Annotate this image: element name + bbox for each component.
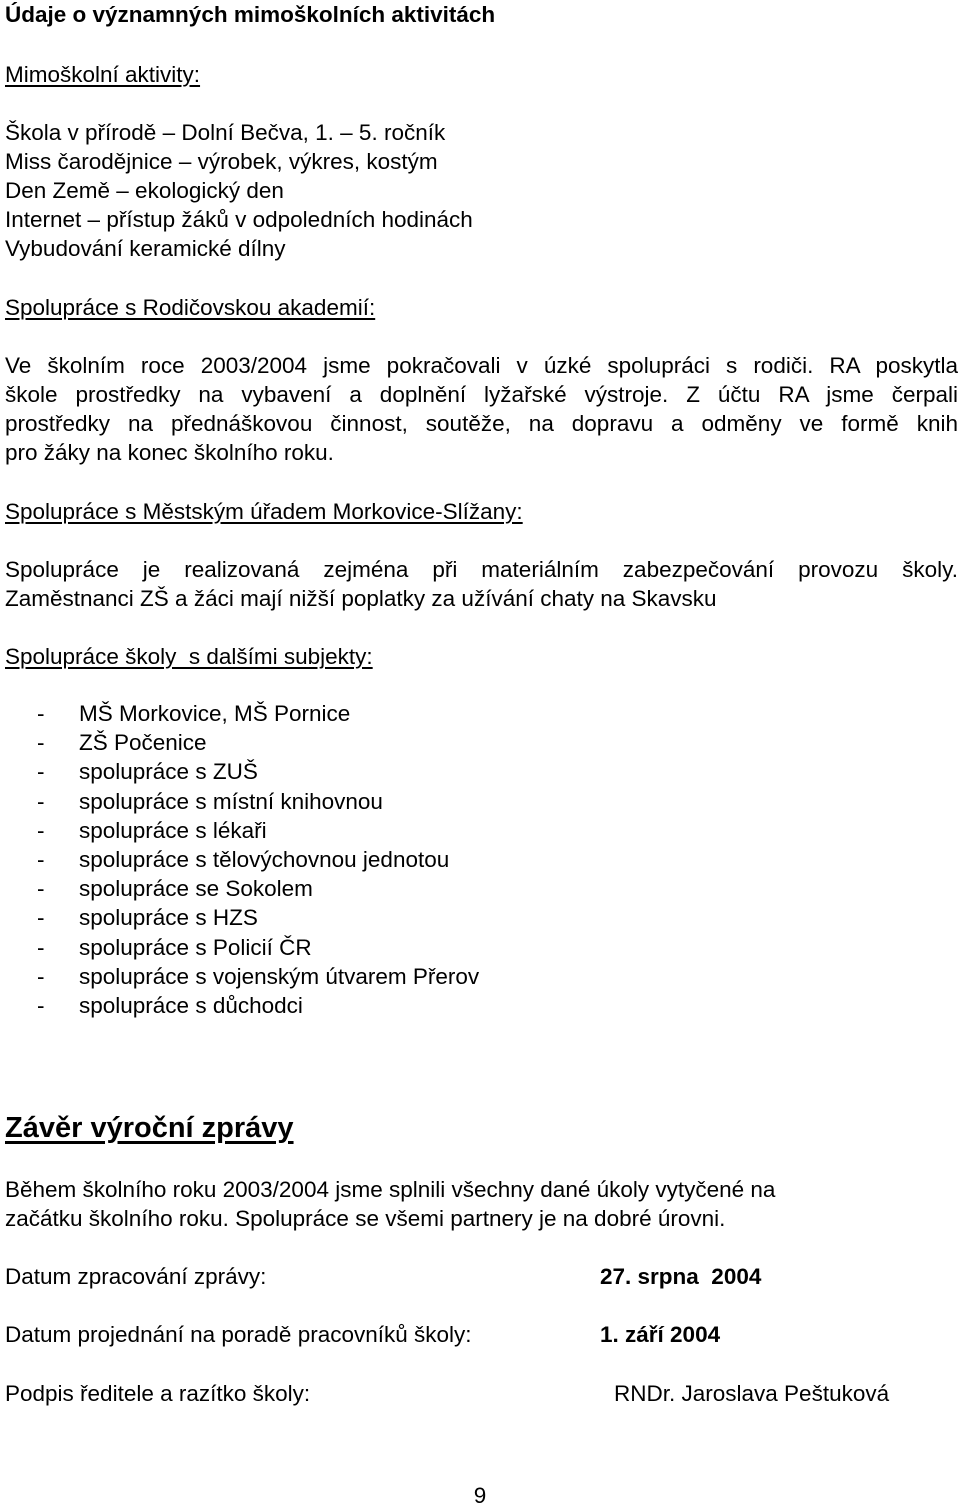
list-item: - spolupráce s tělovýchovnou jednotou: [37, 846, 450, 872]
conclusion-title: Závěr výroční zprávy: [5, 1112, 294, 1144]
list-item: - spolupráce s důchodci: [37, 992, 303, 1018]
activity-item: Vybudování keramické dílny: [5, 236, 286, 261]
activity-item: Miss čarodějnice – výrobek, výkres, kostým: [5, 149, 438, 174]
list-item: - spolupráce s HZS: [37, 905, 258, 931]
list-item: - spolupráce s místní knihovnou: [37, 788, 383, 814]
conclusion-line: Během školního roku 2003/2004 jsme splnili všechny dané úkoly vytyčené na: [5, 1177, 776, 1202]
list-item: - spolupráce s ZUŠ: [37, 759, 258, 785]
date-value: 27. srpna 2004: [600, 1264, 762, 1289]
municipality-paragraph: [5, 555, 958, 613]
list-item: - spolupráce s vojenským útvarem Přerov: [37, 963, 480, 989]
list-item: - spolupráce se Sokolem: [37, 876, 313, 902]
paragraph-line: Zaměstnanci ZŠ a žáci mají nižší poplatky za užívání chaty na Skavsku: [5, 586, 717, 611]
activities-title: Mimoškolní aktivity:: [5, 62, 201, 87]
paragraph-line: Spolupráce je realizovaná zejména při materiálním zabezpečování provozu školy.: [5, 557, 958, 582]
activity-item: Škola v přírodě – Dolní Bečva, 1. – 5. ročník: [5, 120, 446, 145]
list-item: - spolupráce s Policií ČR: [37, 934, 312, 960]
paragraph-line: prostředky na přednáškovou činnost, soutěže, na dopravu a odměny ve formě knih: [5, 411, 958, 436]
meeting-label: Datum projednání na poradě pracovníků školy:: [5, 1322, 472, 1347]
partners-list: [37, 699, 479, 1020]
meeting-value: 1. září 2004: [600, 1322, 721, 1347]
page-number: 9: [473, 1483, 487, 1508]
parents-title: Spolupráce s Rodičovskou akademií:: [5, 295, 376, 320]
list-item: - spolupráce s lékaři: [37, 817, 267, 843]
signature-value: RNDr. Jaroslava Peštuková: [614, 1381, 890, 1406]
page-title: Údaje o významných mimoškolních aktivitách: [5, 2, 496, 27]
signature-label: Podpis ředitele a razítko školy:: [5, 1381, 311, 1406]
list-item: - MŠ Morkovice, MŠ Pornice: [37, 701, 351, 726]
paragraph-line: Ve školním roce 2003/2004 jsme pokračovali v úzké spolupráci s rodiči. RA poskytla: [5, 353, 958, 378]
paragraph-line: pro žáky na konec školního roku.: [5, 440, 334, 465]
activity-item: Den Země – ekologický den: [5, 178, 284, 203]
municipality-title: Spolupráce s Městským úřadem Morkovice-Slížany:: [5, 499, 523, 524]
others-title: Spolupráce školy s dalšími subjekty:: [5, 644, 373, 669]
paragraph-line: škole prostředky na vybavení a doplnění lyžařské výstroje. Z účtu RA jsme čerpali: [5, 382, 958, 407]
list-item: - ZŠ Počenice: [37, 730, 207, 756]
conclusion-line: začátku školního roku. Spolupráce se všemi partnery je na dobré úrovni.: [5, 1206, 726, 1231]
activity-item: Internet – přístup žáků v odpoledních hodinách: [5, 207, 473, 232]
parents-paragraph: [5, 351, 958, 467]
date-label: Datum zpracování zprávy:: [5, 1264, 267, 1289]
